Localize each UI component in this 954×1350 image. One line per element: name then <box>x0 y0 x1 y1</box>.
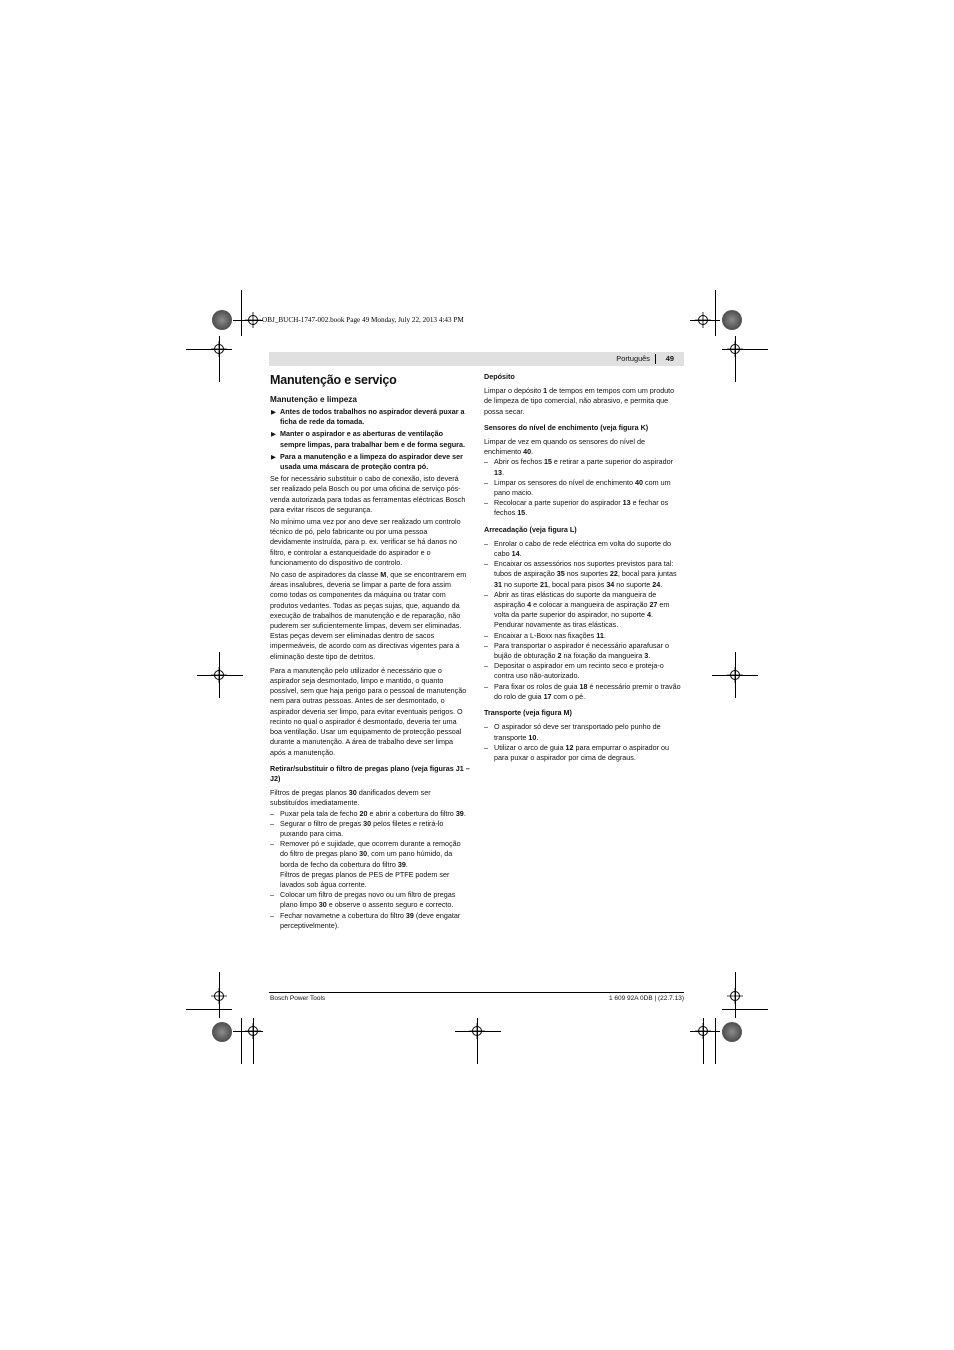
crosshair-icon <box>211 667 227 683</box>
list-item <box>484 641 684 661</box>
list-item-text: Encaixar a L-Boxx nas fixações 11. <box>494 630 606 640</box>
crosshair-icon <box>727 341 743 357</box>
crosshair-icon <box>211 988 227 1004</box>
list-item-text: Para transportar o aspirador é necessário aparafusar o bujão de obturação 2 na fixação da mangueira 3. <box>494 640 669 661</box>
triangle-bullet-icon: ▶ <box>271 453 276 461</box>
dash-bullet: – <box>484 498 488 508</box>
crop-mark <box>722 1009 768 1010</box>
list-item-text: Encaixar os assessórios nos suportes previstos para tal: tubos de aspiração 35 nos suportes 22, bocal para juntas 31 no suporte 21, bocal para pisos 34 no suporte 24. <box>494 559 677 589</box>
paragraph: No mínimo uma vez por ano deve ser realizado um controlo técnico de pó, pelo fabricante ou por uma pessoa devidamente instruída, para p. ex. verificar se há danos no filtro, e controlar a estanqueidade do aspirador e o funcionamento do dispositivo de controlo. <box>270 517 461 567</box>
header-language: Português <box>616 354 650 363</box>
list-item <box>484 722 684 742</box>
list-item <box>484 498 684 518</box>
list-item-text: Limpar os sensores do nível de enchimento 40 com um pano macio. <box>494 477 671 498</box>
crosshair-icon <box>211 341 227 357</box>
list-item-note: Filtros de pregas planos de PES de PTFE podem ser lavados sob água corrente. <box>280 869 450 889</box>
registration-dot <box>212 1022 232 1042</box>
list-item <box>270 911 470 931</box>
list-item-text: Para fixar os rolos de guia 18 é necessário premir o travão do rolo de guia 17 com o pé. <box>494 681 681 701</box>
right-column <box>484 372 684 763</box>
warning-list <box>270 407 470 472</box>
list-item <box>484 478 684 498</box>
list-item-text: Abrir os fechos 15 e retirar a parte superior do aspirador 13. <box>494 457 673 477</box>
footer-brand: Bosch Power Tools <box>270 995 326 1002</box>
list-item-note: Pendurar novamente as tiras elásticas. <box>494 620 619 630</box>
dash-bullet: – <box>484 589 488 599</box>
registration-dot <box>212 310 232 330</box>
list-item <box>270 809 470 819</box>
dash-bullet: – <box>270 808 274 818</box>
dash-bullet: – <box>484 559 488 569</box>
list-item-text: Abrir as tiras elásticas do suporte da mangueira de aspiração 4 e colocar a mangueira de aspiração 27 em volta da parte superior do aspirador, no suporte 4. <box>494 589 670 620</box>
list-item <box>484 559 684 590</box>
crop-mark <box>715 290 716 336</box>
list-item <box>484 661 684 681</box>
page-number: 49 <box>665 354 674 363</box>
dash-bullet: – <box>484 630 488 640</box>
sensors-heading: Sensores do nível de enchimento (veja figura K) <box>484 422 649 432</box>
paragraph: Limpar de vez em quando os sensores do nível de enchimento 40. <box>484 437 646 457</box>
dash-bullet: – <box>270 890 274 900</box>
list-item <box>484 590 684 631</box>
crosshair-icon <box>245 312 261 328</box>
list-item-text: Recolocar a parte superior do aspirador 13 e fechar os fechos 15. <box>494 498 669 518</box>
crop-mark <box>241 290 242 336</box>
filter-heading: Retirar/substituir o filtro de pregas plano (veja figuras J1 – J2) <box>270 763 470 783</box>
list-item <box>484 743 684 763</box>
subsection-title: Manutenção e limpeza <box>270 395 357 404</box>
crop-mark <box>186 1009 232 1010</box>
list-item-text: Puxar pela tala de fecho 20 e abrir a cobertura do filtro 39. <box>280 808 466 818</box>
crosshair-icon <box>727 667 743 683</box>
footer-code: 1 609 92A 0DB | (22.7.13) <box>608 995 684 1002</box>
sensors-steps-list <box>484 457 684 518</box>
list-item <box>484 682 684 702</box>
dash-bullet: – <box>484 661 488 671</box>
crop-mark <box>715 1018 716 1064</box>
dash-bullet: – <box>484 457 488 467</box>
paragraph: Se for necessário substituir o cabo de conexão, isto deverá ser realizado pela Bosch ou por uma oficina de serviço pós-venda autorizada para todas as ferramentas eléctricas Bosch para evitar riscos de segurança. <box>270 474 466 514</box>
list-item <box>484 539 684 559</box>
list-item <box>270 819 470 839</box>
section-title: Manutenção e serviço <box>270 373 397 387</box>
crop-mark <box>241 1018 242 1064</box>
dash-bullet: – <box>270 818 274 828</box>
dash-bullet: – <box>484 640 488 650</box>
transport-steps-list <box>484 722 684 763</box>
triangle-bullet-icon: ▶ <box>271 409 276 416</box>
list-item-text: Enrolar o cabo de rede eléctrica em volta do suporte do cabo 14. <box>494 538 671 559</box>
crosshair-icon <box>695 1023 711 1039</box>
footer-rule <box>269 992 684 993</box>
list-item-text: Fechar novametne a cobertura do filtro 39 (deve engatar perceptivelmente). <box>280 910 461 930</box>
list-item <box>484 457 684 477</box>
list-item-text: Segurar o filtro de pregas 30 pelos filetes e retirá-lo puxando para cima. <box>280 818 444 838</box>
dash-bullet: – <box>484 722 488 732</box>
list-item-text: Utilizar o arco de guia 12 para empurrar o aspirador ou para puxar o aspirador por cima de degraus. <box>494 742 669 762</box>
warning-item: ▶ Manter o aspirador e as aberturas de ventilação sempre limpas, para trabalhar bem e de forma segura. <box>271 429 465 449</box>
list-item-text: Remover pó e sujidade, que ocorrem durante a remoção do filtro de pregas plano 30, com um pano húmido, da borda de fecho da cobertura do filtro 39. <box>280 839 461 869</box>
paragraph: Para a manutenção pelo utilizador é necessário que o aspirador seja desmontado, limpo e mantido, o quanto possível, sem que haja perigo para o pessoal de manutenção nem para outras pessoas. Antes de ser desmontado, o aspirador deveria ser limpo, para evitar eventuais perigos. O recinto no qual o aspirador é desmontado, deveria ter uma boa ventilação. Usar um equipamento de protecção pessoal durante a manutenção. A área de trabalho deve ser limpa após a manutenção. <box>270 665 467 757</box>
crosshair-icon <box>245 1023 261 1039</box>
dash-bullet: – <box>484 681 488 691</box>
page-header <box>269 352 684 366</box>
warning-item: ▶ Para a manutenção e a limpeza do aspirador deve ser usada uma máscara de proteção contra pó. <box>271 451 463 472</box>
book-info-line: OBJ_BUCH-1747-002.book Page 49 Monday, July 22, 2013 4:43 PM <box>262 316 464 324</box>
header-separator <box>655 354 656 364</box>
dash-bullet: – <box>270 910 274 920</box>
list-item-text: Colocar um filtro de pregas novo ou um filtro de pregas plano limpo 30 e observe o assento seguro e correcto. <box>280 890 456 910</box>
list-item <box>270 839 470 890</box>
triangle-bullet-icon: ▶ <box>271 431 276 439</box>
transport-heading: Transporte (veja figura M) <box>484 708 572 718</box>
storage-heading: Arrecadação (veja figura L) <box>484 524 577 534</box>
registration-dot <box>722 1022 742 1042</box>
warning-item: ▶ Antes de todos trabalhos no aspirador deverá puxar a ficha de rede da tomada. <box>271 407 465 427</box>
list-item <box>484 631 684 641</box>
dash-bullet: – <box>484 742 488 752</box>
crosshair-icon <box>469 1023 485 1039</box>
list-item-text: O aspirador só deve ser transportado pelo punho de transporte 10. <box>494 722 661 742</box>
dash-bullet: – <box>484 477 488 487</box>
crosshair-icon <box>695 312 711 328</box>
paragraph: No caso de aspiradores da classe M, que se encontrarem em áreas insalubres, deveria se limpar a parte de fora assim como todas os componentes da máquina ou tratar com produtos vedantes. Todas as peças sujas, que, aquando da execução de trabalhos de manutenção e de reparação, não puderem ser suficientemente limpas, devem ser eliminadas. Estas peças devem ser eliminadas dentro de sacos impermeáveis, de acordo com as directivas vigentes para a eliminação deste tipo de detritos. <box>270 570 467 661</box>
filter-steps-list <box>270 809 470 931</box>
registration-dot <box>722 310 742 330</box>
crosshair-icon <box>727 988 743 1004</box>
storage-steps-list <box>484 539 684 702</box>
paragraph: Limpar o depósito 1 de tempos em tempos com um produto de limpeza de tipo comercial, não abrasivo, e permita que possa secar. <box>484 386 675 416</box>
left-column <box>270 372 470 931</box>
dash-bullet: – <box>270 839 274 849</box>
paragraph: Filtros de pregas planos 30 danificados devem ser substituídos imediatamente. <box>270 788 431 808</box>
dash-bullet: – <box>484 538 488 548</box>
list-item <box>270 890 470 910</box>
list-item-text: Depositar o aspirador em um recinto seco e proteja-o contra uso não-autorizado. <box>494 661 664 681</box>
deposit-heading: Depósito <box>484 372 515 381</box>
